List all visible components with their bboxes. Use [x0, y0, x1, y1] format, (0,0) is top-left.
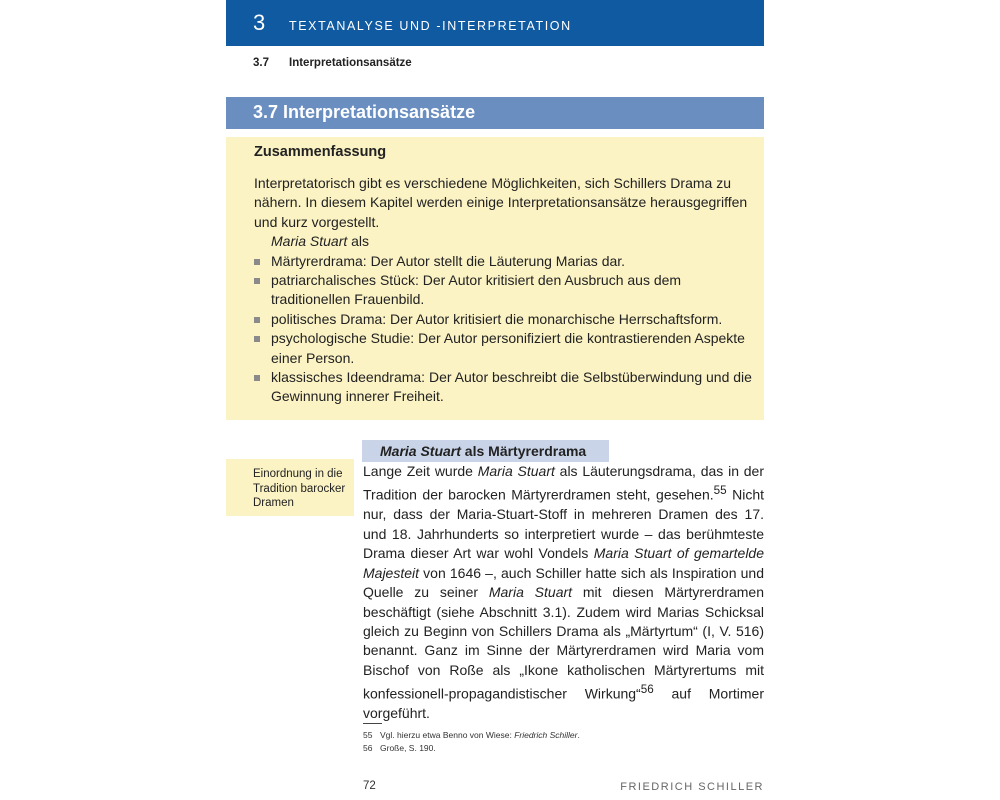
summary-list-item: psychologische Studie: Der Autor personifiziert die kontrastierenden Aspekte einer Person. [254, 329, 754, 368]
body-paragraph: Lange Zeit wurde Maria Stuart als Läuterungsdrama, das in der Tradition der barocken Märtyrerdramen steht, gesehen.$^{55}$ Nicht nur, dass der Maria-Stuart-Stoff in mehreren Dramen des 17. und 18. Jahrhunderts so interpretiert wurde – das berühmteste Drama dieser Art war wohl Vondels Maria Stuart of gemartelde Majesteit von 1646 –, auch Schiller hatte sich als Inspiration und Quelle zu seiner Maria Stuart mit diesen Märtyrerdramen beschäftigt (siehe Abschnitt 3.1). Zudem wird Marias Schicksal gleich zu Beginn von Schillers Drama als „Märtyrtum“ (I, V. 516) benannt. Ganz im Sinne der Märtyrerdramen wird Maria vom Bischof von Roße als „Ikone katholischen Märtyrertums mit konfessionell-propagandistischer Wirkung“$^{56}$ auf Mortimer vorgeführt. [363, 463, 765, 722]
section-title-bar [226, 97, 764, 129]
book-page [226, 0, 764, 800]
running-head-number: 3.7 [253, 57, 269, 69]
running-head [253, 57, 412, 69]
subsection-title: Maria Stuart als Märtyrerdrama [380, 443, 587, 459]
summary-list-item: patriarchalisches Stück: Der Autor kritisiert den Ausbruch aus dem traditionellen Frauenbild. [254, 271, 754, 310]
chapter-number: 3 [253, 10, 266, 35]
subsection-title-bar [362, 440, 609, 462]
footer-author: FRIEDRICH SCHILLER [620, 781, 764, 793]
footnote-ref-56: 56 [640, 683, 654, 697]
summary-content [254, 174, 754, 407]
bullet-square-icon [254, 336, 260, 342]
summary-heading: Zusammenfassung [254, 144, 387, 160]
footnotes [363, 729, 580, 755]
bullet-square-icon [254, 278, 260, 284]
summary-list-item: klassisches Ideendrama: Der Autor beschreibt die Selbstüberwindung und die Gewinnung innerer Freiheit. [254, 368, 754, 407]
footnote-item: 56 Große, S. 190. [363, 743, 436, 753]
summary-list-item: politisches Drama: Der Autor kritisiert die monarchische Herrschaftsform. [254, 310, 754, 329]
footnote-ref-55: 55 [713, 484, 727, 498]
running-head-title: Interpretationsansätze [289, 57, 412, 69]
bullet-square-icon [254, 259, 260, 265]
summary-list-intro [254, 232, 754, 251]
footnote-item: 55 Vgl. hierzu etwa Benno von Wiese: Friedrich Schiller. [363, 730, 580, 740]
bullet-square-icon [254, 317, 260, 323]
page-number: 72 [363, 780, 376, 792]
margin-note [226, 459, 354, 516]
summary-list [254, 252, 754, 407]
summary-list-intro-rest: als [347, 233, 370, 250]
bullet-square-icon [254, 375, 260, 381]
summary-intro: Interpretatorisch gibt es verschiedene Möglichkeiten, sich Schillers Drama zu nähern. In diesem Kapitel werden einige Interpretationsansätze herausgegriffen und kurz vorgestellt. [254, 175, 748, 230]
body-text [363, 462, 764, 724]
margin-note-text: Einordnung in die Tradition barocker Dramen [253, 468, 346, 509]
chapter-header-bar [226, 0, 764, 46]
section-title: 3.7 Interpretationsansätze [253, 102, 476, 122]
summary-work-title: Maria Stuart [271, 233, 348, 250]
summary-box [226, 137, 764, 420]
summary-list-item: Märtyrerdrama: Der Autor stellt die Läuterung Marias dar. [254, 252, 754, 271]
footnote-divider [363, 723, 382, 724]
chapter-title: TEXTANALYSE UND -INTERPRETATION [289, 19, 572, 33]
